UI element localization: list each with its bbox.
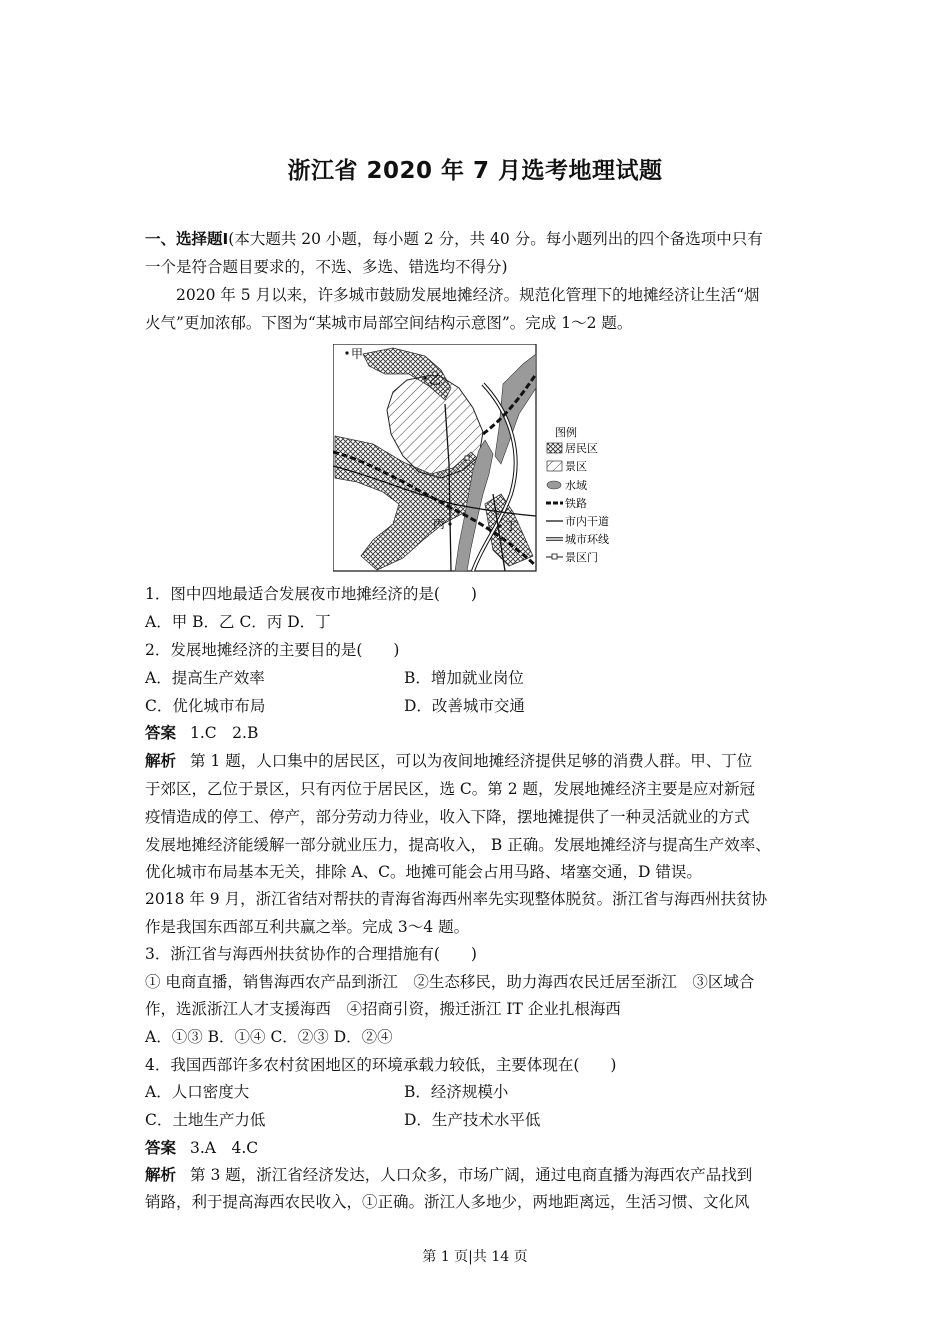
q3-line-1: ① 电商直播，销售海西农产品到浙江 ②生态移民，助力海西农民迁居至浙江 ③区域合 — [145, 973, 755, 991]
answer-1-text: 1.C 2.B — [190, 724, 259, 742]
q3-line-2: 作，选派浙江人才支援海西 ④招商引资，搬迁浙江 IT 企业扎根海西 — [145, 1000, 621, 1018]
analysis-2-label: 解析 — [145, 1166, 177, 1184]
legend-ring-road: 城市环线 — [565, 533, 609, 546]
q4-option-c: C．土地生产力低 — [145, 1111, 266, 1129]
page-footer: 第 1 页|共 14 页 — [422, 1249, 528, 1265]
intro-1-line-1: 2020 年 5 月以来，许多城市鼓励发展地摊经济。规范化管理下的地摊经济让生活“烟 — [176, 286, 760, 304]
answer-2-text: 3.A 4.C — [190, 1139, 259, 1157]
q1-options: A．甲 B．乙 C．丙 D．丁 — [145, 613, 331, 631]
q4-stem: 4．我国西部许多农村贫困地区的环境承载力较低，主要体现在( ) — [145, 1056, 617, 1074]
section-desc: (本大题共 20 小题，每小题 2 分，共 40 分。每小题列出的四个备选项中只有 — [228, 230, 763, 248]
city-structure-map — [333, 344, 637, 572]
intro-2-line-1: 2018 年 9 月，浙江省结对帮扶的青海省海西州率先实现整体脱贫。浙江省与海西州扶贫协 — [145, 890, 768, 908]
q2-option-d: D．改善城市交通 — [404, 697, 525, 715]
legend-water: 水域 — [565, 479, 587, 492]
analysis-1-label: 解析 — [145, 752, 177, 770]
q3-stem: 3．浙江省与海西州扶贫协作的合理措施有( ) — [145, 945, 477, 963]
section-desc-2: 一个是符合题目要求的，不选、多选、错选均不得分) — [145, 258, 508, 276]
q3-options: A．①③ B．①④ C．②③ D．②④ — [145, 1028, 393, 1046]
legend-main-road: 市内干道 — [565, 515, 609, 528]
legend-scenic: 景区 — [565, 460, 587, 473]
analysis-1-line-1: 解析 第 1 题，人口集中的居民区，可以为夜间地摊经济提供足够的消费人群。甲、丁位 — [145, 752, 753, 770]
answer-1 — [145, 723, 258, 743]
analysis-1-line-3: 疫情造成的停工、停产，部分劳动力待业，收入下降，摆地摊提供了一种灵活就业的方式 — [145, 808, 750, 826]
legend-title: 图例 — [555, 426, 577, 439]
analysis-1-line-5: 优化城市布局基本无关，排除 A、C。地摊可能会占用马路、堵塞交通，D 错误。 — [145, 863, 702, 881]
label-yi: 乙 — [429, 373, 442, 387]
section-heading: 一、选择题Ⅰ — [145, 230, 229, 248]
q1-stem: 1．图中四地最适合发展夜市地摊经济的是( ) — [145, 585, 477, 603]
q2-option-c: C．优化城市布局 — [145, 697, 266, 715]
answer-2-label: 答案 — [145, 1139, 177, 1157]
intro-1-line-2: 火气”更加浓郁。下图为“某城市局部空间结构示意图”。完成 1～2 题。 — [145, 314, 633, 332]
intro-2-line-2: 作是我国东西部互利共赢之举。完成 3～4 题。 — [145, 918, 470, 936]
q2-option-a: A．提高生产效率 — [145, 669, 265, 687]
q2-stem: 2．发展地摊经济的主要目的是( ) — [145, 641, 400, 659]
q4-option-d: D．生产技术水平低 — [404, 1111, 541, 1129]
analysis-1-line-2: 于郊区，乙位于景区，只有丙位于居民区，选 C。第 2 题，发展地摊经济主要是应对新冠 — [145, 780, 756, 798]
map-legend — [546, 425, 609, 564]
q4-option-a: A．人口密度大 — [145, 1083, 250, 1101]
legend-residential: 居民区 — [565, 442, 598, 455]
analysis-2-line-1: 解析 第 3 题，浙江省经济发达，人口众多，市场广阔，通过电商直播为海西农产品找到 — [145, 1166, 753, 1184]
q4-option-b: B．经济规模小 — [404, 1083, 509, 1101]
legend-scenic-gate: 景区门 — [565, 551, 598, 564]
label-jia: 甲 — [351, 347, 364, 361]
label-bing: 丙 — [433, 517, 446, 531]
section-intro — [145, 229, 763, 249]
legend-railway: 铁路 — [565, 497, 587, 510]
q2-option-b: B．增加就业岗位 — [404, 669, 524, 687]
answer-1-label: 答案 — [145, 724, 177, 742]
answer-2 — [145, 1138, 258, 1158]
label-ding: 丁 — [505, 519, 518, 533]
analysis-1-line-4: 发展地摊经济能缓解一部分就业压力，提高收入， B 正确。发展地摊经济与提高生产效率、 — [145, 836, 771, 854]
page-title: 浙江省 2020 年 7 月选考地理试题 — [287, 158, 663, 184]
analysis-2-line-2: 销路，利于提高海西农民收入，①正确。浙江人多地少，两地距离远，生活习惯、文化风 — [145, 1193, 750, 1211]
